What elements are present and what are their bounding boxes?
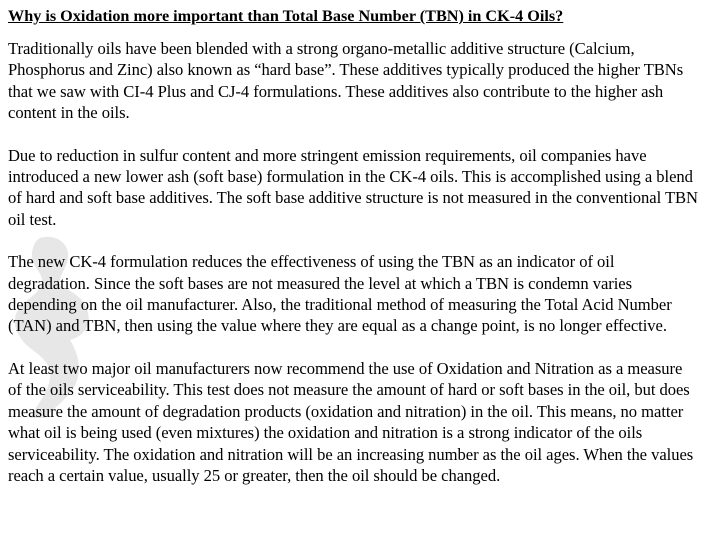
document-content <box>8 7 700 486</box>
paragraph-oxidation-nitration: At least two major oil manufacturers now recommend the use of Oxidation and Nitration as a measure of the oils serviceability. This test does not measure the amount of hard or soft bases in the oil, but does measure the amount of degradation products (oxidation and nitration) in the oil. This means, no matter what oil is being used (even mixtures) the oxidation and nitration is a strong indicator of the oils serviceability. The oxidation and nitration will be an increasing number as the oil ages. When the values reach a certain value, usually 25 or greater, then the oil should be changed. <box>8 358 694 485</box>
paragraph-hard-base: Traditionally oils have been blended with a strong organo-metallic additive structure (Calcium, Phosphorus and Zinc) also known as “hard base”. These additives typically produced the higher TBNs that we saw with CI-4 Plus and CJ-4 formulations. These additives also contribute to the higher ash content in the oils. <box>8 39 684 123</box>
document-title: Why is Oxidation more important than Total Base Number (TBN) in CK-4 Oils? <box>8 7 564 25</box>
paragraph-ck4-formulation: The new CK-4 formulation reduces the effectiveness of using the TBN as an indicator of oil degradation. Since the soft bases are not measured the level at which a TBN is condemn varies depending on the oil manufacturer. Also, the traditional method of measuring the Total Acid Number (TAN) and TBN, then using the value where they are equal as a change point, is no longer effective. <box>8 252 672 336</box>
paragraph-soft-base: Due to reduction in sulfur content and more stringent emission requirements, oil companies have introduced a new lower ash (soft base) formulation in the CK-4 oils. This is accomplished using a blend of hard and soft base additives. The soft base additive structure is not measured in the conventional TBN oil test. <box>8 145 698 229</box>
